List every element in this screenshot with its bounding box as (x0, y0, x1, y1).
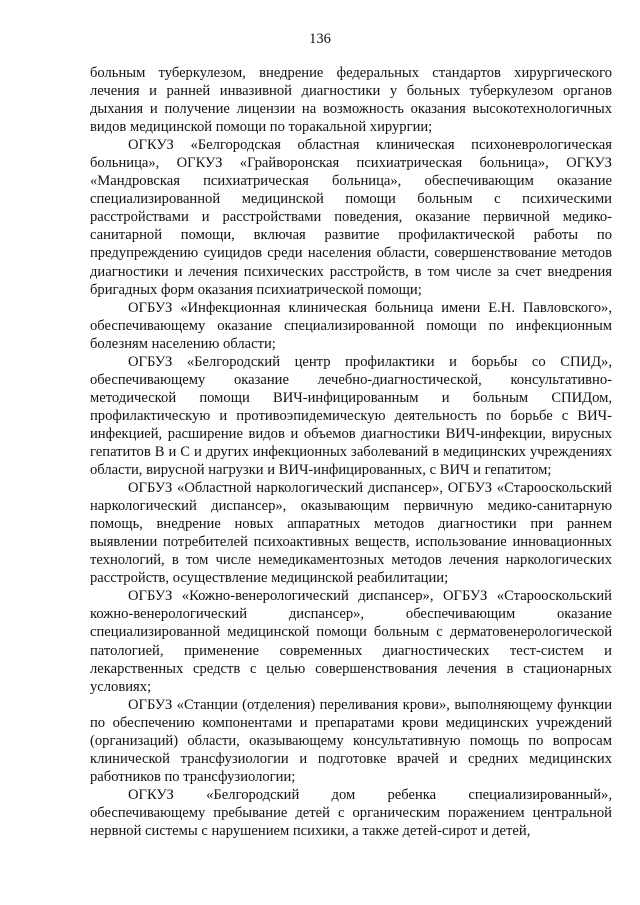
paragraph-children-home: ОГКУЗ «Белгородский дом ребенка специализированный», обеспечивающему пребывание детей с органическим поражением центральной нервной системы с нарушением психики, а также детей-сирот и детей, (90, 786, 612, 839)
paragraph-infectious-hospital: ОГБУЗ «Инфекционная клиническая больница имени Е.Н. Павловского», обеспечивающему оказание специализированной помощи по инфекционным болезням населению области; (90, 299, 612, 352)
paragraph-psychiatric-hospitals: ОГКУЗ «Белгородская областная клиническая психоневрологическая больница», ОГКУЗ «Грайворонская психиатрическая больница», ОГКУЗ «Мандровская психиатрическая больница», обеспечивающим оказание специализированной медицинской помощи больным с психическими расстройствами и расстройствами поведения, оказание первичной медико-санитарной помощи, включая развитие профилактической работы по предупреждению суицидов среди населения области, совершенствование методов диагностики и лечения психических расстройств, в том числе за счет внедрения бригадных форм оказания психиатрической помощи; (90, 137, 612, 298)
paragraph-tuberculosis-continued: больным туберкулезом, внедрение федеральных стандартов хирургического лечения и ранней инвазивной диагностики у больных туберкулезом органов дыхания и получение лицензии на возможность оказания высокотехнологичных видов медицинской помощи по торакальной хирургии; (90, 65, 612, 136)
body-text (90, 64, 612, 840)
paragraph-blood-transfusion-stations: ОГБУЗ «Станции (отделения) переливания крови», выполняющему функции по обеспечению компонентами и препаратами крови медицинских учреждений (организаций) области, оказывающему консультативную помощь по вопросам клинической трансфузиологии и подготовке врачей и средних медицинских работников по трансфузиологии; (90, 696, 612, 785)
paragraph-dermatovenerology-dispensaries: ОГБУЗ «Кожно-венерологический диспансер», ОГБУЗ «Старооскольский кожно-венерологический диспансер», обеспечивающим оказание специализированной медицинской помощи больным с дерматовенерологической патологией, применение современных диагностических тест-систем и лекарственных средств с целью совершенствования лечения в стационарных условиях; (90, 588, 612, 695)
paragraph-narcology-dispensaries: ОГБУЗ «Областной наркологический диспансер», ОГБУЗ «Старооскольский наркологический диспансер», оказывающим первичную медико-санитарную помощь, внедрение новых аппаратных методов диагностики при раннем выявлении потребителей психоактивных веществ, использование инновационных технологий, в том числе немедикаментозных методов лечения наркологических расстройств, осуществление медицинской реабилитации; (90, 480, 612, 587)
paragraph-aids-center: ОГБУЗ «Белгородский центр профилактики и борьбы со СПИД», обеспечивающему оказание лечебно-диагностической, консультативно-методической помощи ВИЧ-инфицированным и больным СПИДом, профилактическую и противоэпидемическую деятельность по борьбе с ВИЧ-инфекцией, расширение видов и объемов диагностики ВИЧ-инфекции, вирусных гепатитов В и С и других инфекционных заболеваний в медицинских учреждениях области, вирусной нагрузки и ВИЧ-инфицированных, с ВИЧ и гепатитом; (90, 353, 612, 479)
page-number: 136 (309, 31, 331, 47)
